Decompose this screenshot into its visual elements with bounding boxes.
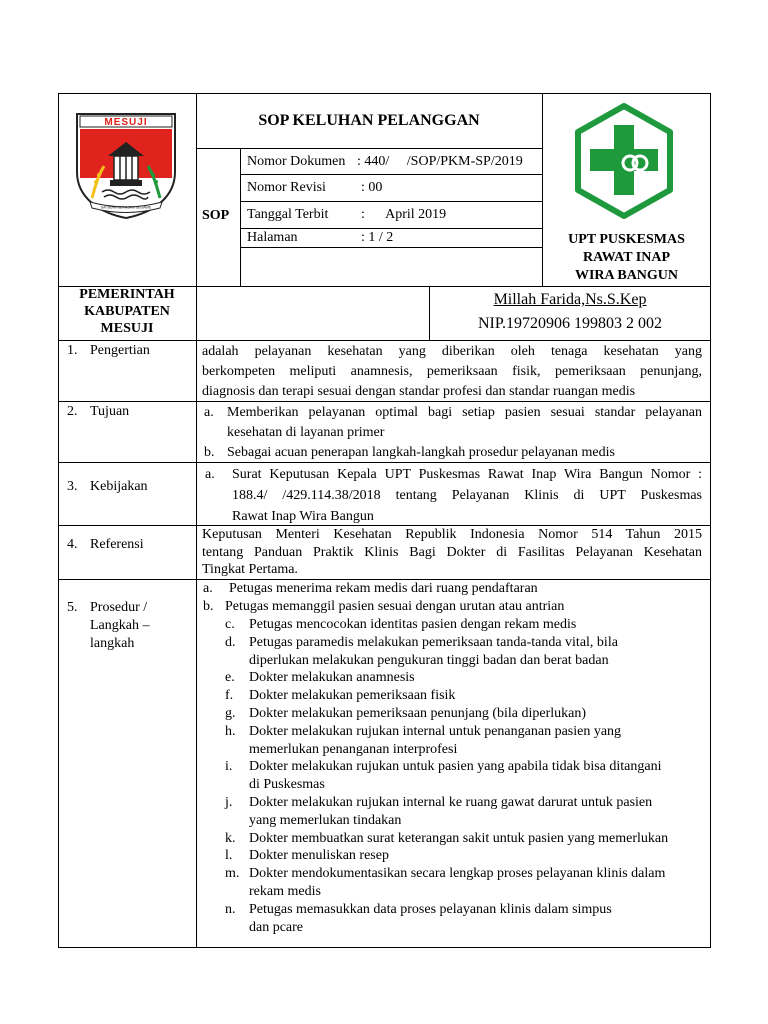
signer-name: Millah Farida,Ns.S.Kep [493,291,647,308]
prosedur-step-text: Dokter mendokumentasikan secara lengkap proses pelayanan klinis dalam [249,866,666,882]
field-value-tanggal-terbit: : April 2019 [361,207,447,222]
section-1-label: Pengertian [90,343,150,358]
section-3-number: 3. [67,479,78,494]
section-5-label-line-1: Prosedur / [90,600,148,615]
crest-title-text: MESUJI [104,117,148,128]
referensi-line-2: tentang Panduan Praktik Klinis Bagi Dokter di Fasilitas Pelayanan Kesehatan [202,544,702,560]
prosedur-step-text: Petugas paramedis melakukan pemeriksaan tanda-tanda vital, bila [249,634,618,650]
kebijakan-line-3: Rawat Inap Wira Bangun [232,509,374,524]
prosedur-step-letter: e. [225,670,235,686]
section-3-label: Kebijakan [90,479,148,494]
field-value-nomor-dokumen: : 440/ /SOP/PKM-SP/2019 [357,154,523,169]
prosedur-step-text: Dokter menuliskan resep [249,848,389,864]
prosedur-a-text: Petugas menerima rekam medis dari ruang pendaftaran [229,581,538,596]
prosedur-step-letter: l. [225,848,233,864]
field-line-4 [240,247,542,248]
field-label-nomor-dokumen: Nomor Dokumen [247,154,346,169]
section-2-label: Tujuan [90,404,130,419]
prosedur-step-text: di Puskesmas [249,777,325,793]
referensi-line-1: Keputusan Menteri Kesehatan Republik Indonesia Nomor 514 Tahun 2015 [202,527,702,542]
prosedur-step-text: rekam medis [249,883,321,899]
pengertian-line-1: adalah pelayanan kesehatan yang diberikan oleh tenaga kesehatan yang [202,344,702,359]
section-5-label-line-3: langkah [90,636,135,651]
prosedur-step-letter: g. [225,705,236,721]
section-2-number: 2. [67,404,78,419]
org-name-line-3: WIRA BANGUN [574,268,679,283]
kebijakan-line-1: Surat Keputusan Kepala UPT Puskesmas Rawat Inap Wira Bangun Nomor : [232,467,702,482]
gov-line-3: MESUJI [100,321,154,336]
crest-motto-text: SAI BUMI SERASAN SEGAWE [100,205,152,210]
section-5-label-line-2: Langkah – [90,618,150,633]
gov-line-2: KABUPATEN [84,304,170,319]
tujuan-b-letter: b. [204,445,215,460]
section-1-number: 1. [67,343,78,358]
prosedur-step-letter: n. [225,901,236,917]
prosedur-step-text: dan pcare [249,919,304,935]
gov-line-1: PEMERINTAH [79,287,175,302]
prosedur-step-text: Dokter melakukan anamnesis [249,670,415,686]
prosedur-step-text: Dokter melakukan rujukan internal untuk penanganan pasien yang [249,723,622,739]
prosedur-step-letter: f. [225,688,234,704]
prosedur-step-letter: h. [225,723,236,739]
section-5-number: 5. [67,600,78,615]
prosedur-step-text: Dokter melakukan pemeriksaan penunjang (bila diperlukan) [249,705,587,721]
kebijakan-a-letter: a. [205,467,215,482]
pengertian-line-2: berkompeten meliputi anamnesis, pemeriksaan fisik, pemeriksaan penunjang, [202,364,702,379]
tujuan-b-line-1: Sebagai acuan penerapan langkah-langkah prosedur pelayanan medis [227,445,615,460]
signature-bottom-line [58,340,711,341]
prosedur-step-text: diperlukan melakukan pengukuran tinggi badan dan berat badan [249,652,609,668]
prosedur-step-letter: d. [225,634,236,650]
pengertian-line-3: diagnosis dan terapi sesuai dengan standar profesi dan standar ruangan medis [202,384,636,399]
puskesmas-logo [574,103,674,219]
prosedur-step-text: memerlukan penanganan interprofesi [249,741,458,757]
tujuan-a-line-1: Memberikan pelayanan optimal bagi setiap pasien sesuai standar pelayanan [227,405,702,420]
field-label-halaman: Halaman [247,230,298,245]
title-bottom-line [196,148,542,149]
field-label-tanggal-terbit: Tanggal Terbit [247,207,329,222]
prosedur-step-letter: c. [225,617,235,632]
prosedur-step-text: Dokter membuatkan surat keterangan sakit untuk pasien yang memerlukan [249,830,669,846]
prosedur-step-text: yang memerlukan tindakan [249,812,402,828]
referensi-line-3: Tingkat Pertama. [202,562,298,577]
kebijakan-line-2: 188.4/ /429.114.38/2018 tentang Pelayanan Klinis di UPT Puskesmas [232,488,702,503]
prosedur-b-text: Petugas memanggil pasien sesuai dengan urutan atau antrian [225,599,565,614]
field-line-2 [240,201,542,202]
prosedur-step-text: Petugas mencocokan identitas pasien dengan rekam medis [249,617,577,632]
prosedur-step-letter: m. [225,866,240,882]
prosedur-step-text: Dokter melakukan rujukan untuk pasien yang apabila tidak bisa ditangani [249,759,662,775]
prosedur-b-letter: b. [203,599,214,614]
org-name-line-2: RAWAT INAP [583,250,670,265]
field-value-halaman: : 1 / 2 [361,230,394,245]
mesuji-crest-logo [74,110,178,220]
body-column-divider [196,340,197,948]
sop-label-divider [240,148,241,286]
prosedur-step-letter: j. [225,794,233,810]
tujuan-a-line-2: kesehatan di layanan primer [227,425,385,440]
prosedur-a-letter: a. [203,581,213,596]
tujuan-a-letter: a. [204,405,214,420]
prosedur-step-letter: k. [225,830,236,846]
signer-nip: NIP.19720906 199803 2 002 [477,315,662,332]
sop-label: SOP [202,208,230,223]
prosedur-step-letter: i. [225,759,233,775]
prosedur-step-text: Petugas memasukkan data proses pelayanan klinis dalam simpus [249,901,612,917]
field-label-nomor-revisi: Nomor Revisi [247,180,326,195]
field-line-1 [240,174,542,175]
org-name-line-1: UPT PUSKESMAS [568,232,685,247]
section-4-number: 4. [67,537,78,552]
field-value-nomor-revisi: : 00 [361,180,383,195]
prosedur-step-text: Dokter melakukan pemeriksaan fisik [249,688,456,704]
prosedur-step-text: Dokter melakukan rujukan internal ke ruang gawat darurat untuk pasien [249,794,653,810]
section-4-label: Referensi [90,537,144,552]
document-title: SOP KELUHAN PELANGGAN [258,112,480,129]
